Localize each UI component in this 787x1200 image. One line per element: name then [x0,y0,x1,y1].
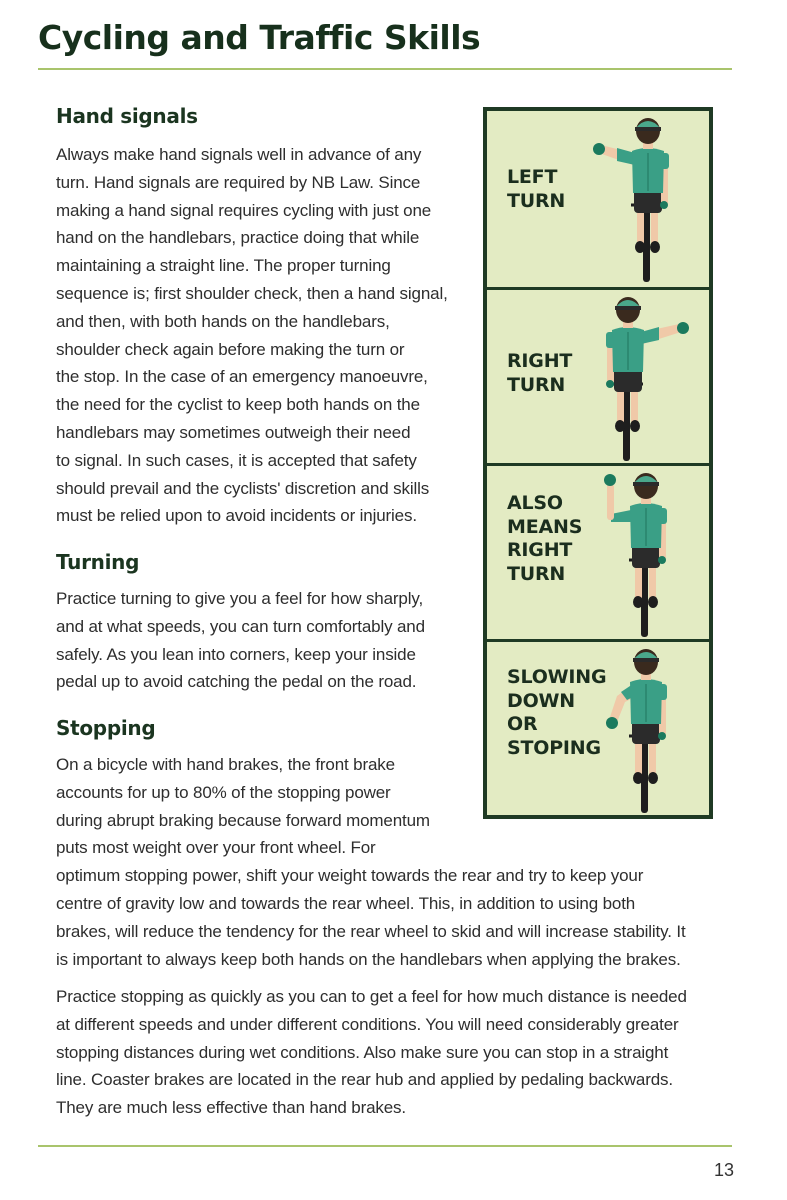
hand-signals-heading: Hand signals [56,104,198,128]
text-line: during abrupt braking because forward momentum [56,810,430,830]
text-line: On a bicycle with hand brakes, the front brake [56,755,395,774]
text-line: at different speeds and under different conditions. You will need considerably greater [56,1014,679,1034]
turning-heading: Turning [56,550,140,574]
signal-label: LEFT TURN [507,166,566,212]
text-line: puts most weight over your front wheel. For [56,838,376,858]
hand-signals-panel [483,107,713,819]
text-line: handlebars may sometimes outweigh their need [56,422,411,442]
hand-signals-text [56,141,448,530]
text-line: pedal up to avoid catching the pedal on the road. [56,672,417,692]
text-line: line. Coaster brakes are located in the rear hub and applied by pedaling backwards. [56,1070,673,1090]
text-line: must be relied upon to avoid incidents or injuries. [56,506,417,526]
text-line: Practice turning to give you a feel for how sharply, [56,589,424,608]
text-line: making a hand signal requires cycling with just one [56,200,432,220]
text-line: shoulder check again before making the turn or [56,339,405,359]
text-line: and at what speeds, you can turn comfortably and [56,616,425,636]
cyclist-left-arm-down-icon [587,646,709,816]
turning-text [56,585,425,696]
signal-slowing-down [487,639,709,815]
text-line: stopping distances during wet conditions. Also make sure you can stop in a straight [56,1042,669,1062]
text-line: Always make hand signals well in advance of any [56,145,422,164]
signal-label: RIGHT TURN [507,350,573,396]
footer-rule [38,1145,732,1147]
text-line: should prevail and the cyclists' discretion and skills [56,478,430,498]
signal-label: SLOWING DOWN OR STOPING [507,666,607,759]
page-title: Cycling and Traffic Skills [38,18,481,57]
cyclist-left-arm-out-icon [587,115,709,285]
text-line: Practice stopping as quickly as you can to get a feel for how much distance is needed [56,987,687,1006]
text-line: sequence is; first shoulder check, then a hand signal, [56,283,448,303]
stopping-heading: Stopping [56,716,156,740]
cyclist-right-arm-out-icon [587,294,709,464]
stopping-paragraph-2 [56,983,687,1122]
text-line: brakes, will reduce the tendency for the rear wheel to skid and will increase stability. It [56,921,686,941]
text-line: accounts for up to 80% of the stopping power [56,782,391,802]
title-rule [38,68,732,70]
page-number: 13 [713,1160,734,1180]
text-line: centre of gravity low and towards the rear wheel. This, in addition to using both [56,893,636,913]
cyclist-left-arm-up-icon [587,470,709,640]
signal-label: ALSO MEANS RIGHT TURN [507,492,583,585]
text-line: maintaining a straight line. The proper turning [56,256,391,276]
signal-also-right-turn [487,463,709,639]
text-line: is important to always keep both hands on the handlebars when applying the brakes. [56,949,681,969]
text-line: the stop. In the case of an emergency manoeuvre, [56,367,428,387]
text-line: safely. As you lean into corners, keep your inside [56,644,416,664]
signal-right-turn [487,287,709,463]
text-line: the need for the cyclist to keep both hands on the [56,395,420,415]
signal-left-turn [487,111,709,287]
text-line: and then, with both hands on the handlebars, [56,311,390,331]
text-line: optimum stopping power, shift your weight towards the rear and try to keep your [56,866,644,886]
text-line: turn. Hand signals are required by NB Law. Since [56,172,421,192]
text-line: to signal. In such cases, it is accepted that safety [56,450,417,470]
text-line: hand on the handlebars, practice doing that while [56,228,420,248]
text-line: They are much less effective than hand brakes. [56,1098,406,1118]
